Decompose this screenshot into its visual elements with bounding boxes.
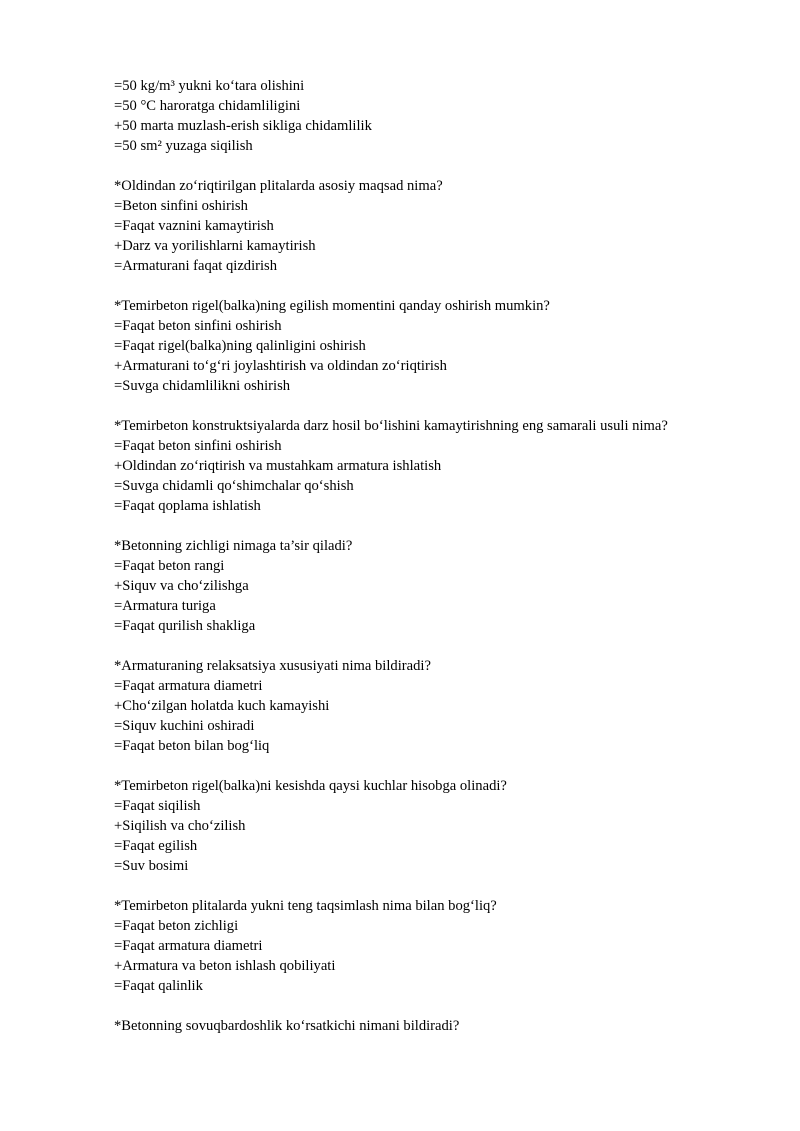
question-text: *Temirbeton rigel(balka)ni kesishda qaysi kuchlar hisobga olinadi? — [114, 778, 507, 794]
answer-option: =Siquv kuchini oshiradi — [114, 718, 255, 734]
question-text: *Armaturaning relaksatsiya xususiyati nima bildiradi? — [114, 658, 431, 674]
question-text: *Betonning zichligi nimaga ta’sir qiladi? — [114, 538, 353, 554]
question-text: *Temirbeton konstruktsiyalarda darz hosil bo‘lishini kamaytirishning eng samarali usuli nima? — [114, 418, 668, 434]
paragraph-gap — [114, 516, 754, 536]
paragraph-gap — [114, 156, 754, 176]
question-text: *Oldindan zo‘riqtirilgan plitalarda asosiy maqsad nima? — [114, 178, 443, 194]
answer-option: =Suvga chidamli qo‘shimchalar qo‘shish — [114, 478, 354, 494]
answer-option: =50 kg/m³ yukni ko‘tara olishini — [114, 78, 305, 94]
answer-option: =Faqat beton sinfini oshirish — [114, 438, 282, 454]
question-block — [114, 416, 754, 516]
question-block — [114, 896, 754, 996]
intro-answer-block — [114, 76, 754, 156]
answer-option: =50 °C haroratga chidamliligini — [114, 98, 301, 114]
answer-option: =Beton sinfini oshirish — [114, 198, 248, 214]
answer-option: =Faqat armatura diametri — [114, 938, 263, 954]
paragraph-gap — [114, 996, 754, 1016]
answer-option: =Faqat beton rangi — [114, 558, 225, 574]
answer-option-correct: +Armatura va beton ishlash qobiliyati — [114, 958, 336, 974]
question-block — [114, 176, 754, 276]
question-block — [114, 656, 754, 756]
answer-option-correct: +50 marta muzlash-erish sikliga chidamlilik — [114, 118, 372, 134]
answer-option: =Faqat vaznini kamaytirish — [114, 218, 274, 234]
answer-option: =Faqat qoplama ishlatish — [114, 498, 261, 514]
answer-option: =Faqat armatura diametri — [114, 678, 263, 694]
paragraph-gap — [114, 876, 754, 896]
document-body — [114, 76, 754, 1036]
paragraph-gap — [114, 636, 754, 656]
answer-option: =Faqat beton bilan bog‘liq — [114, 738, 270, 754]
answer-option: =Faqat beton zichligi — [114, 918, 239, 934]
answer-option-correct: +Darz va yorilishlarni kamaytirish — [114, 238, 316, 254]
question-block — [114, 296, 754, 396]
answer-option: =Suvga chidamlilikni oshirish — [114, 378, 291, 394]
answer-option: =Faqat egilish — [114, 838, 198, 854]
answer-option: =Faqat siqilish — [114, 798, 201, 814]
answer-option: =Faqat rigel(balka)ning qalinligini oshirish — [114, 338, 366, 354]
paragraph-gap — [114, 276, 754, 296]
answer-option-correct: +Cho‘zilgan holatda kuch kamayishi — [114, 698, 330, 714]
answer-option-correct: +Siqilish va cho‘zilish — [114, 818, 246, 834]
question-block — [114, 536, 754, 636]
answer-option: =Armatura turiga — [114, 598, 216, 614]
answer-option: =Armaturani faqat qizdirish — [114, 258, 278, 274]
answer-option: =Faqat beton sinfini oshirish — [114, 318, 282, 334]
answer-option-correct: +Siquv va cho‘zilishga — [114, 578, 249, 594]
paragraph-gap — [114, 756, 754, 776]
answer-option: =Faqat qurilish shakliga — [114, 618, 256, 634]
question-block — [114, 776, 754, 876]
answer-option: =50 sm² yuzaga siqilish — [114, 138, 253, 154]
question-block — [114, 1016, 754, 1036]
question-text: *Temirbeton plitalarda yukni teng taqsimlash nima bilan bog‘liq? — [114, 898, 497, 914]
question-text: *Temirbeton rigel(balka)ning egilish momentini qanday oshirish mumkin? — [114, 298, 550, 314]
answer-option: =Suv bosimi — [114, 858, 189, 874]
answer-option: =Faqat qalinlik — [114, 978, 203, 994]
paragraph-gap — [114, 396, 754, 416]
answer-option-correct: +Oldindan zo‘riqtirish va mustahkam armatura ishlatish — [114, 458, 442, 474]
answer-option-correct: +Armaturani to‘g‘ri joylashtirish va oldindan zo‘riqtirish — [114, 358, 447, 374]
question-text: *Betonning sovuqbardoshlik ko‘rsatkichi nimani bildiradi? — [114, 1018, 460, 1034]
